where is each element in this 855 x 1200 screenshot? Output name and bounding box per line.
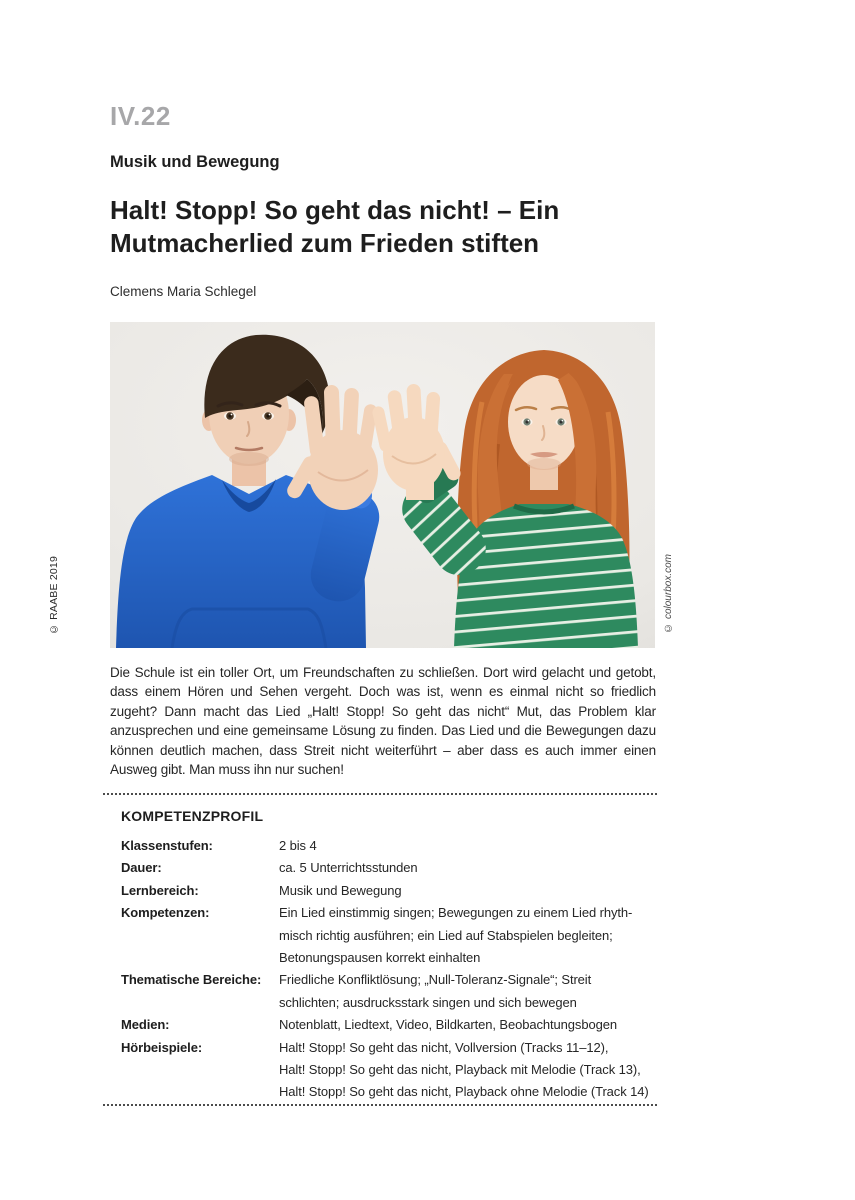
divider-bottom (103, 1104, 657, 1106)
profile-value: Notenblatt, Liedtext, Video, Bildkarten, Beobachtungsbogen (279, 1017, 617, 1033)
publisher-copyright: © RAABE 2019 (48, 556, 60, 636)
profile-row-dauer (121, 857, 681, 879)
stop-gesture-illustration (110, 322, 655, 648)
profile-value: Friedliche Konfliktlösung; „Null-Toleranz-Signale“; Streit schlichten; ausdrucksstark singen und sich bewegen (279, 972, 592, 1010)
profile-value: Halt! Stopp! So geht das nicht, Vollversion (Tracks 11–12), Halt! Stopp! So geht das nicht, Playback mit Melodie (Track 13), Halt! Stopp! So geht das nicht, Playback ohne Melodie (Track 14) (279, 1039, 649, 1100)
profile-label: Hörbeispiele: (121, 1039, 203, 1055)
title-line-2: Mutmacherlied zum Frieden stiften (110, 228, 540, 258)
profile-value: 2 bis 4 (279, 838, 317, 853)
profile-label: Medien: (121, 1017, 170, 1033)
author-name: Clemens Maria Schlegel (110, 284, 257, 299)
profile-value: ca. 5 Unterrichtsstunden (279, 860, 418, 876)
divider-top (103, 793, 657, 795)
profile-label: Klassenstufen: (121, 838, 213, 853)
intro-paragraph: Die Schule ist ein toller Ort, um Freundschaften zu schließen. Dort wird gelacht und getobt, dass einem Hören und Sehen vergeht. Doch was ist, wenn es einmal nicht so friedlich zugeht? Dann macht das Lied „Halt! Stopp! So geht das nicht“ Mut, das Problem klar anzusprechen und eine gemeinsame Lösung zu finden. Das Lied und die Bewegungen dazu können deutlich machen, dass Streit nicht weiterführt – aber dass es auch immer einen Ausweg gibt. Man muss ihn nur suchen! (110, 665, 656, 778)
profile-row-klassenstufen (121, 835, 681, 857)
girl-striped-shirt (454, 504, 638, 648)
profile-label: Lernbereich: (121, 882, 199, 898)
photo-credit: © colourbox.com (663, 554, 674, 633)
profile-row-lernbereich (121, 880, 681, 902)
profile-row-kompetenzen (121, 902, 681, 969)
page-title (110, 194, 559, 260)
profile-row-thematische-bereiche (121, 969, 681, 1014)
series-label: Musik und Bewegung (110, 153, 280, 171)
profile-value: Musik und Bewegung (279, 882, 402, 898)
section-code: IV.22 (110, 101, 171, 131)
profile-label: Dauer: (121, 860, 162, 876)
profile-heading: KOMPETENZPROFIL (121, 808, 264, 824)
profile-row-medien (121, 1014, 681, 1036)
title-line-1: Halt! Stopp! So geht das nicht! – Ein (110, 195, 560, 225)
profile-label: Kompetenzen: (121, 905, 210, 921)
hero-photo (110, 322, 655, 648)
competence-profile-table (121, 835, 681, 1104)
profile-row-hoerbeispiele (121, 1037, 681, 1104)
profile-value: Ein Lied einstimmig singen; Bewegungen zu einem Lied rhyth- misch richtig ausführen; ein Lied auf Stabspielen begleiten; Betonungspausen korrekt einhalten (279, 905, 633, 966)
profile-label: Thematische Bereiche: (121, 972, 262, 988)
